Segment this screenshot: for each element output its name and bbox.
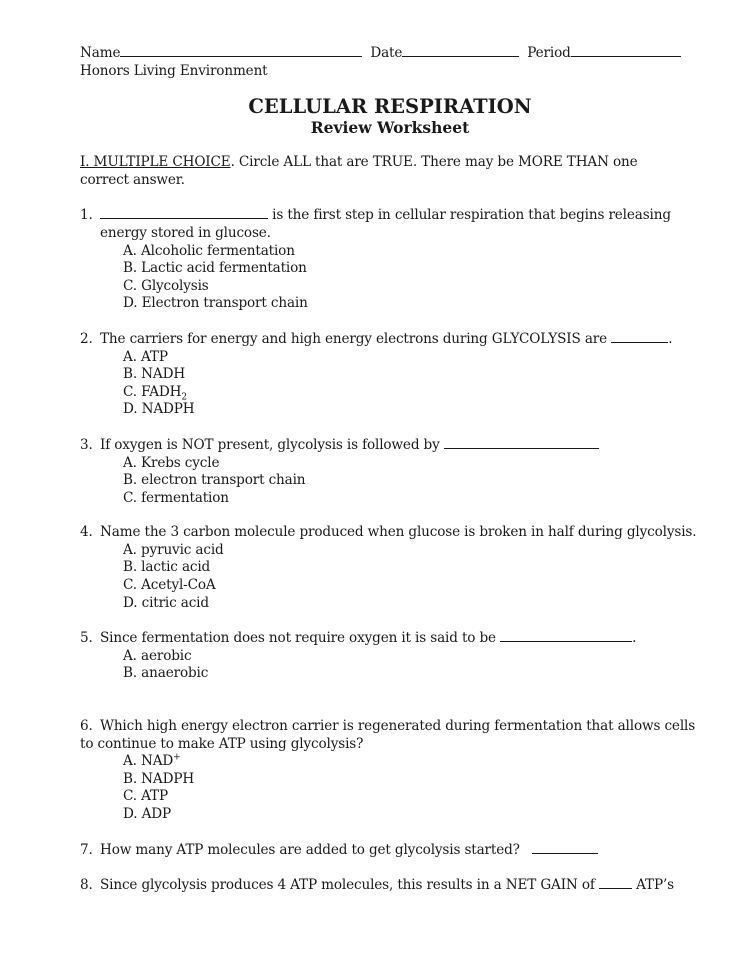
answer-blank[interactable] [611, 330, 668, 343]
date-field[interactable] [402, 44, 519, 57]
option-a[interactable]: A. ATP [123, 348, 168, 365]
options [80, 455, 700, 508]
answer-blank[interactable] [599, 876, 632, 889]
option-a[interactable]: A. aerobic [123, 647, 192, 664]
name-label: Name [80, 45, 121, 61]
question-number: 6. [80, 718, 93, 735]
superscript: + [173, 752, 181, 763]
option-d[interactable]: D. NADPH [123, 401, 195, 418]
options [80, 542, 700, 612]
option-d[interactable]: D. ADP [123, 806, 172, 822]
option-b[interactable]: B. anaerobic [123, 665, 209, 682]
question-3 [80, 436, 700, 507]
option-b[interactable]: B. lactic acid [123, 559, 211, 576]
section-instructions [80, 154, 700, 189]
question-text-end: ATP’s [631, 877, 674, 894]
option-c[interactable]: C. ATP [123, 788, 168, 805]
period: . [668, 330, 673, 347]
question-text: is the first step in cellular respiration that begins releasing [268, 207, 671, 224]
instructions-cont: correct answer. [80, 171, 185, 188]
section-heading: I. MULTIPLE CHOICE [80, 154, 231, 171]
option-d[interactable]: D. Electron transport chain [123, 295, 308, 312]
option-a[interactable]: A. pyruvic acid [123, 541, 224, 558]
question-text: Name the 3 carbon molecule produced when glucose is broken in half during glycolysis. [100, 524, 697, 541]
question-number: 4. [80, 524, 93, 541]
option-a[interactable] [123, 753, 700, 771]
option-c[interactable]: C. fermentation [123, 489, 229, 506]
option-b[interactable]: B. NADPH [123, 770, 195, 787]
instructions-text: . Circle ALL that are TRUE. There may be MORE THAN one [230, 154, 638, 171]
question-text: Which high energy electron carrier is regenerated during fermentation that allows cells [100, 718, 696, 735]
question-number: 3. [80, 436, 93, 453]
option-c[interactable]: C. Acetyl-CoA [123, 577, 216, 594]
answer-blank[interactable] [100, 206, 268, 219]
answer-blank[interactable] [444, 436, 599, 449]
question-1 [80, 206, 700, 313]
option-d[interactable]: D. citric acid [123, 594, 209, 611]
question-text: The carriers for energy and high energy electrons during GLYCOLYSIS are [100, 330, 612, 347]
option-b[interactable]: B. Lactic acid fermentation [123, 260, 307, 277]
question-6 [80, 718, 700, 824]
worksheet-page [80, 44, 700, 895]
question-text: Since glycolysis produces 4 ATP molecules, this results in a NET GAIN of [100, 877, 599, 894]
question-number: 2. [80, 330, 93, 347]
date-label: Date [370, 45, 403, 61]
question-number: 1. [80, 207, 93, 224]
course-name: Honors Living Environment [80, 62, 268, 79]
question-7 [80, 841, 700, 860]
question-number: 7. [80, 841, 93, 858]
option-a[interactable]: A. Alcoholic fermentation [123, 242, 295, 259]
question-2 [80, 330, 700, 419]
question-text: Since fermentation does not require oxygen it is said to be [100, 630, 501, 647]
option-c-text: C. FADH [123, 383, 182, 400]
question-text-cont: to continue to make ATP using glycolysis? [80, 735, 364, 752]
option-a-text: A. NAD [123, 753, 174, 770]
student-info-row [80, 44, 700, 63]
question-number: 5. [80, 630, 93, 647]
name-field[interactable] [120, 44, 362, 57]
period: . [632, 630, 637, 647]
question-text: If oxygen is NOT present, glycolysis is followed by [100, 436, 444, 453]
options [80, 349, 700, 419]
question-5 [80, 629, 700, 683]
period-label: Period [527, 45, 571, 61]
page-subtitle: Review Worksheet [310, 118, 470, 138]
option-b[interactable]: B. electron transport chain [123, 472, 306, 489]
options [80, 753, 700, 823]
page-title: CELLULAR RESPIRATION [248, 95, 532, 119]
option-b[interactable]: B. NADH [123, 366, 186, 383]
question-text-cont: energy stored in glucose. [100, 224, 271, 241]
question-number: 8. [80, 877, 93, 894]
question-4 [80, 524, 700, 612]
options [80, 243, 700, 313]
period-field[interactable] [571, 44, 681, 57]
option-c[interactable] [123, 384, 700, 402]
answer-blank[interactable] [500, 629, 632, 642]
options [80, 648, 700, 683]
option-c[interactable]: C. Glycolysis [123, 277, 209, 294]
question-8 [80, 876, 700, 895]
answer-blank[interactable] [532, 841, 598, 854]
subscript: 2 [181, 392, 187, 403]
question-text: How many ATP molecules are added to get glycolysis started? [100, 841, 524, 858]
option-a[interactable]: A. Krebs cycle [123, 454, 220, 471]
